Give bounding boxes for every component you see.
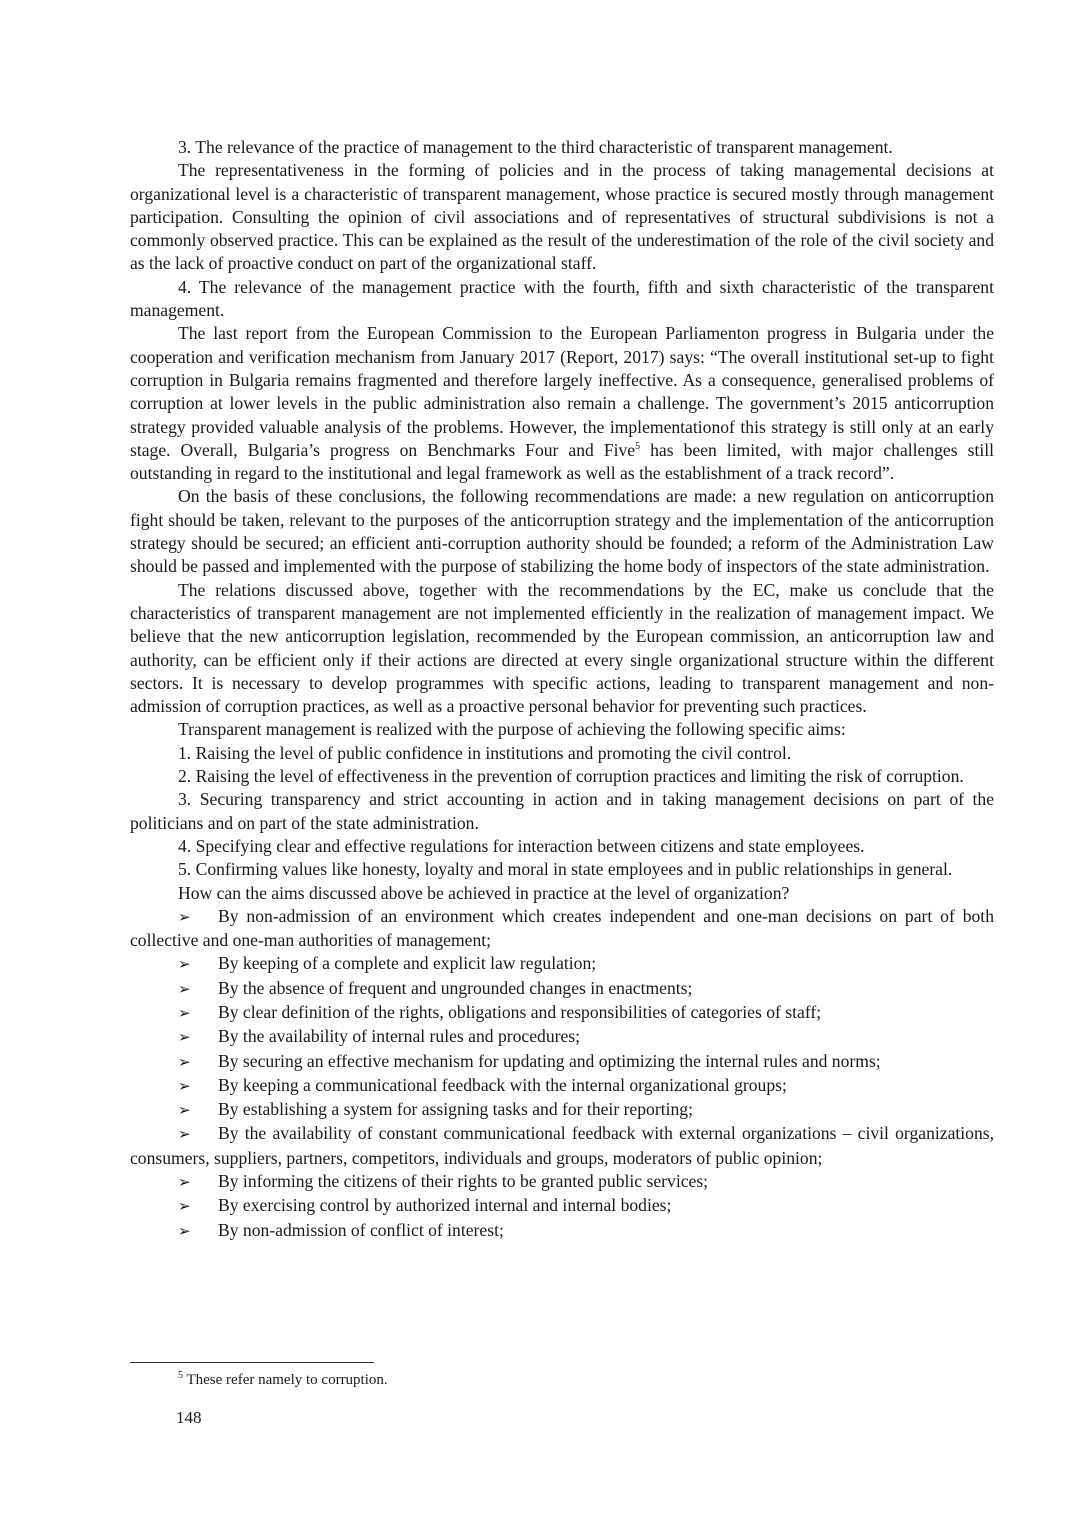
arrow-bullet-icon: ➢ [178, 1003, 191, 1022]
arrow-bullet-icon: ➢ [178, 1028, 191, 1047]
arrow-bullet-icon: ➢ [178, 955, 191, 974]
arrow-bullet-icon: ➢ [178, 1173, 191, 1192]
list-item: ➢ By the availability of internal rules and procedures; [130, 1025, 994, 1049]
list-item: ➢ By keeping of a complete and explicit law regulation; [130, 952, 994, 976]
list-item: ➢ By clear definition of the rights, obligations and responsibilities of categories of staff; [130, 1001, 994, 1025]
arrow-bullet-icon: ➢ [178, 1101, 191, 1120]
list-item: ➢ By keeping a communicational feedback with the internal organizational groups; [130, 1074, 994, 1098]
aim-item-3: 3. Securing transparency and strict accounting in action and in taking management decisions on part of the politicians and on part of the state administration. [130, 789, 994, 833]
paragraph-ec-report [130, 322, 994, 485]
list-item: ➢ By securing an effective mechanism for updating and optimizing the internal rules and norms; [130, 1050, 994, 1074]
document-body [130, 136, 994, 1243]
paragraph-heading-3: 3. The relevance of the practice of management to the third characteristic of transparent management. [178, 137, 893, 157]
arrow-bullet-icon: ➢ [178, 1197, 191, 1216]
arrow-bullet-icon: ➢ [178, 907, 191, 926]
footnote-text: These refer namely to corruption. [183, 1372, 388, 1388]
paragraph-question: How can the aims discussed above be achieved in practice at the level of organization? [178, 882, 790, 903]
list-item: ➢ By establishing a system for assigning tasks and for their reporting; [130, 1098, 994, 1122]
list-item: ➢ By exercising control by authorized internal and internal bodies; [130, 1194, 994, 1218]
list-item: ➢ By the availability of constant communicational feedback with external organizations – civil organizations, consumers, suppliers, partners, competitors, individuals and groups, moderators of public opinion; [130, 1123, 994, 1168]
arrow-bullet-icon: ➢ [178, 1076, 191, 1095]
ec-report-text-b: has been limited, with major challenges still outstanding in regard to the institutional and legal framework as well as the establishment of a track record”. [130, 439, 994, 484]
bullet-list [130, 905, 994, 1243]
arrow-bullet-icon: ➢ [178, 1221, 191, 1240]
arrow-bullet-icon: ➢ [178, 1052, 191, 1071]
paragraph-heading-4: 4. The relevance of the management practice with the fourth, fifth and sixth characteristic of the transparent management. [130, 276, 994, 321]
footnote [178, 1372, 388, 1389]
page-number: 148 [176, 1408, 202, 1427]
footnote-reference: 5 [635, 441, 641, 452]
list-item: ➢ By non-admission of conflict of interest; [130, 1219, 994, 1243]
ec-report-text-a: The last report from the European Commission to the European Parliamenton progress in Bulgaria under the cooperation and verification mechanism from January 2017 (Report, 2017) says: “The overall institutional set-up to fight corruption in Bulgaria remains fragmented and therefore largely ineffective. As a consequence, generalised problems of corruption at lower levels in the public administration also remain a challenge. The government’s 2015 anticorruption strategy provided valuable analysis of the problems. However, the implementationof this strategy is still only at an early stage. Overall, Bulgaria’s progress on Benchmarks Four and Five [130, 323, 994, 460]
aim-item-2: 2. Raising the level of effectiveness in the prevention of corruption practices and limiting the risk of corruption. [178, 766, 964, 787]
paragraph-recommendations: On the basis of these conclusions, the following recommendations are made: a new regulation on anticorruption fight should be taken, relevant to the purposes of the anticorruption strategy and the implementation of the anticorruption strategy should be secured; an efficient anti-corruption authority should be founded; a reform of the Administration Law should be passed and implemented with the purpose of stabilizing the home body of inspectors of the state administration. [130, 486, 994, 577]
paragraph-conclusion: The relations discussed above, together with the recommendations by the EC, make us conclude that the characteristics of transparent management are not implemented efficiently in the realization of management impact. We believe that the new anticorruption legislation, recommended by the European commission, an anticorruption law and authority, can be efficient only if their actions are directed at every single organizational structure within the different sectors. It is necessary to develop programmes with specific actions, leading to transparent management and non-admission of corruption practices, as well as a proactive personal behavior for preventing such practices. [130, 579, 994, 717]
aim-item-4: 4. Specifying clear and effective regulations for interaction between citizens and state employees. [178, 835, 865, 856]
paragraph-aims-intro: Transparent management is realized with the purpose of achieving the following specific aims: [178, 719, 846, 740]
list-item: ➢ By informing the citizens of their rights to be granted public services; [130, 1170, 994, 1194]
arrow-bullet-icon: ➢ [178, 979, 191, 998]
aim-item-1: 1. Raising the level of public confidence in institutions and promoting the civil control. [178, 742, 792, 763]
list-item: ➢ By the absence of frequent and ungrounded changes in enactments; [130, 977, 994, 1001]
arrow-bullet-icon: ➢ [178, 1125, 191, 1144]
paragraph-representativeness: The representativeness in the forming of policies and in the process of taking managemental decisions at organizational level is a characteristic of transparent management, whose practice is secured mostly through management participation. Consulting the opinion of civil associations and of representatives of structural subdivisions is not a commonly observed practice. This can be explained as the result of the underestimation of the role of the civil society and as the lack of proactive conduct on part of the organizational staff. [130, 160, 994, 274]
footnote-divider [130, 1362, 374, 1363]
aim-item-5: 5. Confirming values like honesty, loyalty and moral in state employees and in public relationships in general. [178, 859, 953, 880]
list-item: ➢ By non-admission of an environment which creates independent and one-man decisions on part of both collective and one-man authorities of management; [130, 905, 994, 951]
footnote-mark: 5 [178, 1370, 183, 1381]
